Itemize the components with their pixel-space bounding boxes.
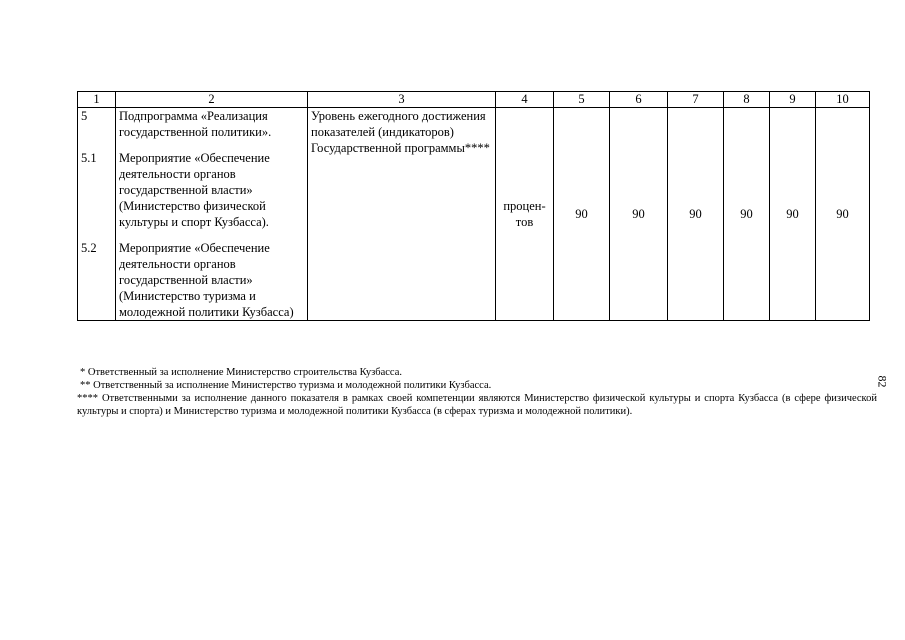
footnote: **** Ответственными за исполнение данного показателя в рамках своей компетенции являются Министерство физической культуры и спорта Кузбасса (в сфере физической культуры и спорта) и Министерство туризма и молодежной политики Кузбасса (в сферах туризма и молодежной политики). bbox=[77, 393, 877, 417]
footnotes bbox=[77, 366, 877, 418]
table-header-row bbox=[78, 92, 870, 108]
value-cell: 90 bbox=[770, 108, 816, 321]
unit-line: тов bbox=[515, 215, 534, 229]
header-cell: 9 bbox=[770, 92, 816, 108]
value-cell: 90 bbox=[668, 108, 724, 321]
page-number: 82 bbox=[875, 375, 890, 388]
header-cell: 3 bbox=[308, 92, 496, 108]
row-number: 5.2 bbox=[81, 241, 97, 255]
header-cell: 5 bbox=[554, 92, 610, 108]
value-cell: 90 bbox=[610, 108, 668, 321]
unit-cell bbox=[496, 108, 554, 321]
value-cell: 90 bbox=[724, 108, 770, 321]
header-cell: 8 bbox=[724, 92, 770, 108]
header-cell: 4 bbox=[496, 92, 554, 108]
row-number-cell bbox=[78, 108, 116, 321]
row-number: 5.1 bbox=[81, 151, 97, 165]
footnote: ** Ответственный за исполнение Министерство туризма и молодежной политики Кузбасса. bbox=[80, 380, 492, 391]
unit-line: процен- bbox=[503, 199, 546, 213]
header-cell: 7 bbox=[668, 92, 724, 108]
indicator-table bbox=[77, 91, 870, 321]
activity-name: Мероприятие «Обеспечение деятельности органов государственной власти» (Министерство туризма и молодежной политики Кузбасса) bbox=[119, 241, 294, 319]
indicator-cell: Уровень ежегодного достижения показателей (индикаторов) Государственной программы**** bbox=[308, 108, 496, 321]
activity-name: Мероприятие «Обеспечение деятельности органов государственной власти» (Министерство физической культуры и спорт Кузбасса). bbox=[119, 151, 270, 229]
header-cell: 2 bbox=[116, 92, 308, 108]
header-cell: 1 bbox=[78, 92, 116, 108]
subprogram-name: Подпрограмма «Реализация государственной политики». bbox=[119, 109, 272, 139]
row-number: 5 bbox=[81, 109, 88, 123]
header-cell: 6 bbox=[610, 92, 668, 108]
footnote: * Ответственный за исполнение Министерство строительства Кузбасса. bbox=[80, 367, 402, 378]
value-cell: 90 bbox=[816, 108, 870, 321]
header-cell: 10 bbox=[816, 92, 870, 108]
value-cell: 90 bbox=[554, 108, 610, 321]
table-row bbox=[78, 108, 870, 321]
activity-cell bbox=[116, 108, 308, 321]
